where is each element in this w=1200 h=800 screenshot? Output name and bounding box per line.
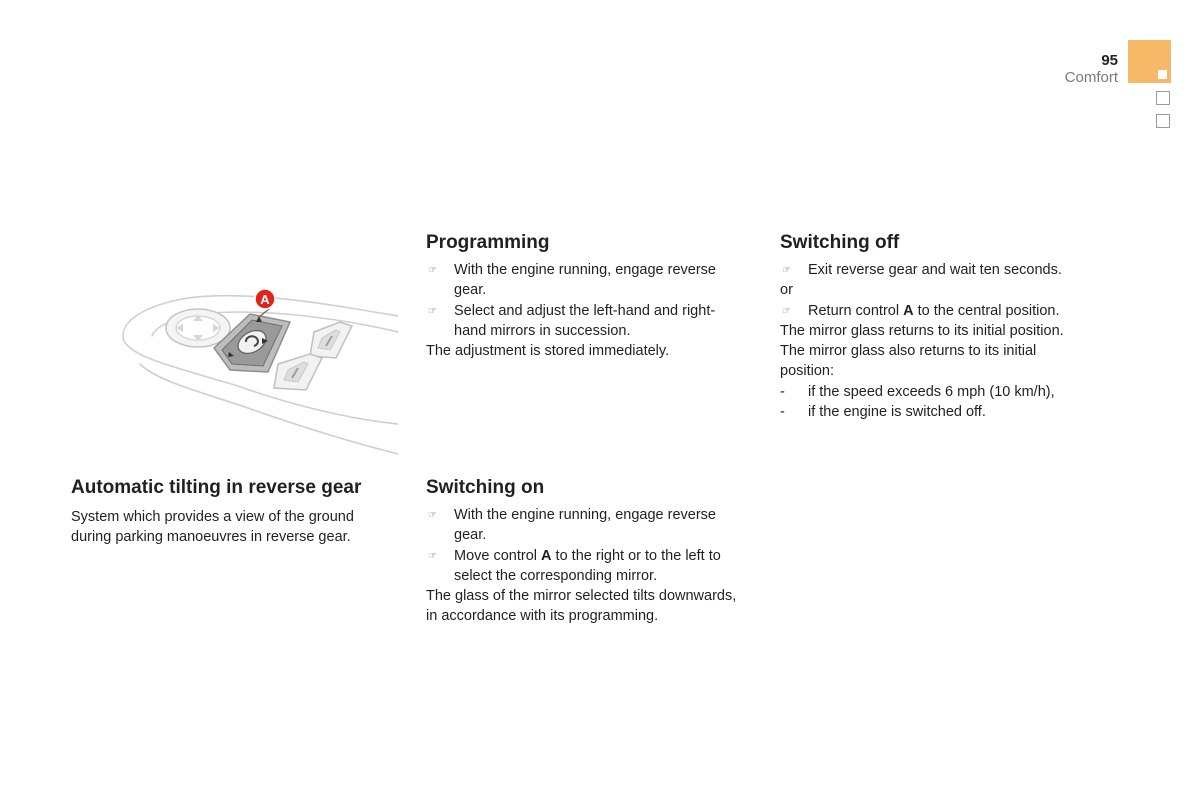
finger-bullet-icon: ☞ xyxy=(782,305,791,317)
list-item xyxy=(780,382,1100,402)
list-item xyxy=(780,402,1100,422)
switching-off-item-1: Exit reverse gear and wait ten seconds. xyxy=(808,262,1062,278)
section-programming xyxy=(426,232,746,361)
programming-item-2: Select and adjust the left-hand and right-hand mirrors in succession. xyxy=(454,302,716,339)
finger-bullet-icon: ☞ xyxy=(428,305,437,317)
switching-off-note-2: The mirror glass also returns to its initial position: xyxy=(780,343,1037,380)
chapter-tab-marker xyxy=(1158,70,1167,79)
auto-tilt-title: Automatic tilting in reverse gear xyxy=(71,477,362,498)
finger-bullet-icon: ☞ xyxy=(428,265,437,276)
chapter-tab-box-2 xyxy=(1156,114,1170,128)
list-item xyxy=(426,301,746,342)
finger-bullet-icon: ☞ xyxy=(782,265,791,276)
section-auto-tilt xyxy=(71,477,391,548)
programming-item-1: With the engine running, engage reverse gear. xyxy=(454,262,716,299)
list-item xyxy=(426,546,746,587)
switching-off-item-2-b: to the central position. xyxy=(913,302,1060,319)
switching-on-item-1: With the engine running, engage reverse gear. xyxy=(454,507,716,544)
auto-tilt-body: System which provides a view of the ground during parking manoeuvres in reverse gear. xyxy=(71,509,354,546)
page-number: 95 xyxy=(1101,52,1118,69)
chapter-tab-box-1 xyxy=(1156,91,1170,105)
control-label: A xyxy=(903,302,914,319)
callout-a-badge xyxy=(255,289,275,309)
dash-bullet: - xyxy=(780,404,785,421)
finger-bullet-icon: ☞ xyxy=(428,510,437,521)
list-item xyxy=(426,505,746,546)
condition-1: if the speed exceeds 6 mph (10 km/h), xyxy=(808,383,1055,400)
switching-on-item-2-a: Move control xyxy=(454,547,542,564)
switching-on-note: The glass of the mirror selected tilts downwards, in accordance with its programming. xyxy=(426,588,737,625)
switching-on-item-2-b: to the right or to the left to select the corresponding mirror. xyxy=(454,547,721,584)
section-switching-on xyxy=(426,477,746,627)
list-item xyxy=(780,301,1100,321)
callout-label: A xyxy=(260,292,270,307)
list-item xyxy=(780,260,1100,280)
page-header xyxy=(1065,52,1118,86)
section-switching-off xyxy=(780,232,1100,422)
section-name: Comfort xyxy=(1064,69,1118,86)
finger-bullet-icon: ☞ xyxy=(428,550,437,562)
list-item xyxy=(426,260,746,301)
switching-off-note-1: The mirror glass returns to its initial position. xyxy=(780,322,1064,339)
programming-note: The adjustment is stored immediately. xyxy=(426,343,670,360)
condition-2: if the engine is switched off. xyxy=(808,404,986,421)
switching-off-item-2-a: Return control xyxy=(808,302,904,319)
mirror-control-illustration xyxy=(118,286,398,456)
control-label: A xyxy=(541,547,552,564)
or-text: or xyxy=(780,282,793,299)
dash-bullet: - xyxy=(780,383,785,400)
switching-off-title: Switching off xyxy=(780,232,900,253)
programming-title: Programming xyxy=(426,232,550,253)
switching-on-title: Switching on xyxy=(426,477,545,498)
